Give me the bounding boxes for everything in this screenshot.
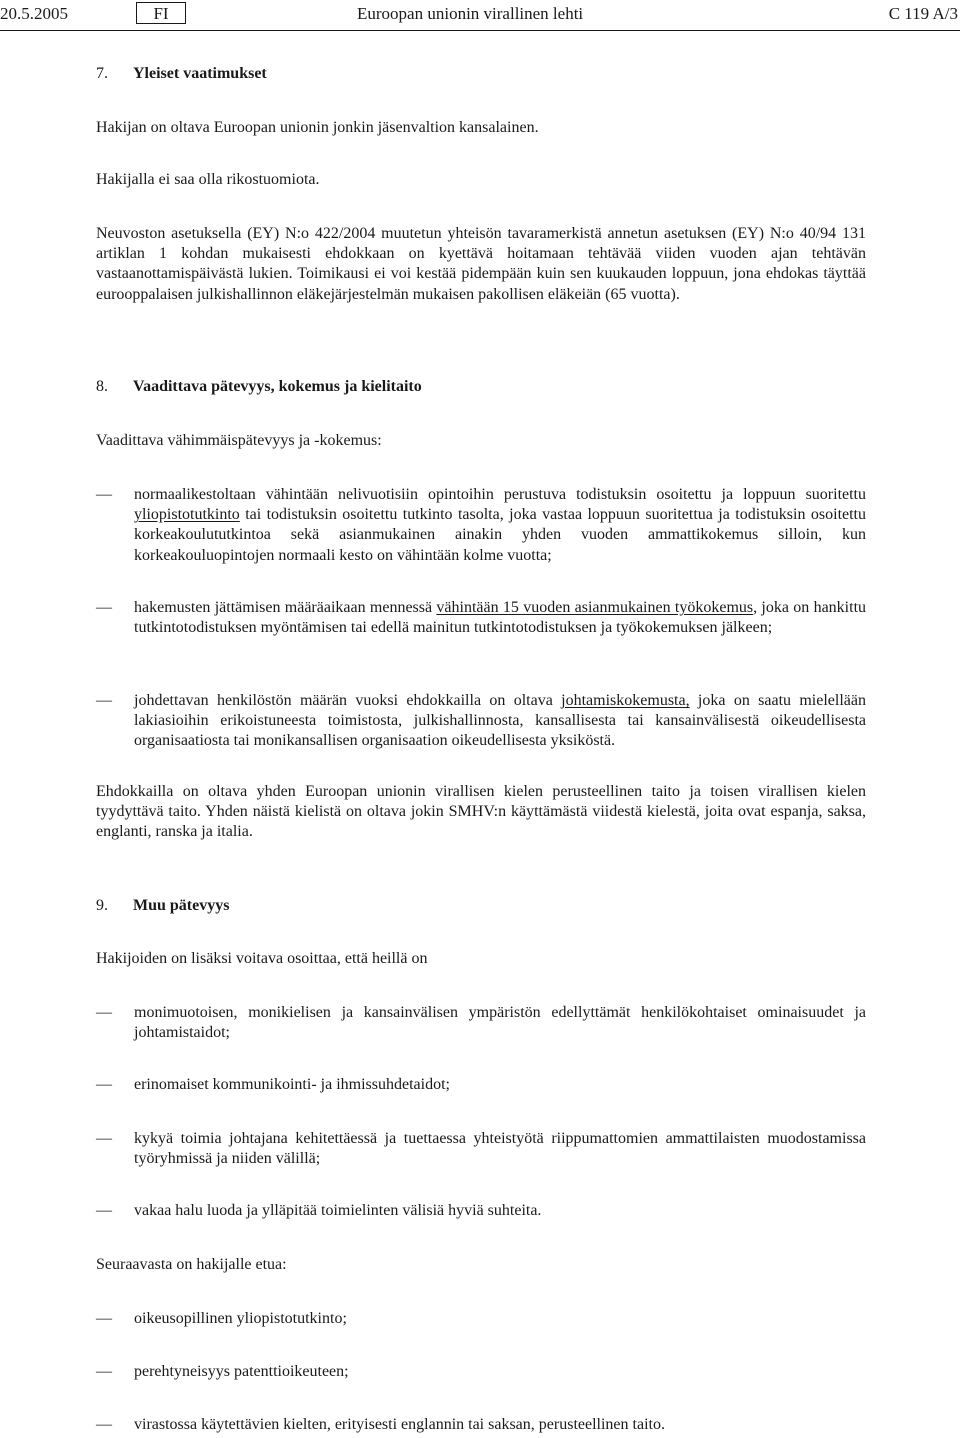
list-item-text <box>134 598 866 638</box>
section-8-heading <box>96 377 866 397</box>
list-item-text: vakaa halu luoda ja ylläpitää toimielinten välisiä hyviä suhteita. <box>134 1202 542 1219</box>
list-item <box>96 1075 866 1095</box>
section-8-title: Vaadittava pätevyys, kokemus ja kielitaito <box>133 378 422 395</box>
header-page-ref: C 119 A/3 <box>888 4 958 23</box>
underlined-term: vähintään 15 vuoden asianmukainen työkokemus <box>436 599 754 616</box>
list-dash: — <box>96 1363 112 1380</box>
requirement-item-management <box>96 691 866 752</box>
text-run: joka on saatu mielellään lakiasioihin erikoistuneesta toimistosta, julkishallinnosta, kansallisesta tai kansainvälisestä oikeudellisesta organisaatiosta tai monikansallisen organisaation oikeudellisesta yksiköstä. <box>134 692 866 750</box>
section-7-paragraph-2: Hakijalla ei saa olla rikostuomiota. <box>96 171 320 188</box>
page-header <box>0 4 960 28</box>
list-item-text: virastossa käytettävien kielten, erityisesti englannin tai saksan, perusteellinen taito. <box>134 1416 665 1433</box>
section-9-number: 9. <box>96 897 108 914</box>
list-dash: — <box>96 1130 112 1147</box>
list-item-text: monimuotoisen, monikielisen ja kansainvälisen ympäristön edellyttämät henkilökohtaiset ominaisuudet ja johtamistaidot; <box>134 1004 866 1042</box>
requirement-item-experience <box>96 598 866 638</box>
text-run: johdettavan henkilöstön määrän vuoksi ehdokkailla on oltava <box>134 692 562 709</box>
underlined-term: johtamiskokemusta, <box>561 692 690 709</box>
section-9-intro-2: Seuraavasta on hakijalle etua: <box>96 1256 287 1273</box>
header-language-box: FI <box>136 2 186 24</box>
text-run: , joka on hankittu tutkintotodistuksen myöntämisen tai edellä mainitun tutkintotodistuksen ja työkokemuksen jälkeen; <box>134 599 867 637</box>
section-9-intro: Hakijoiden on lisäksi voitava osoittaa, että heillä on <box>96 950 428 967</box>
section-9-heading <box>96 896 866 916</box>
section-8-language-paragraph: Ehdokkailla on oltava yhden Euroopan unionin virallisen kielen perusteellinen taito ja toisen virallisen kielen tyydyttävä taito. Yhden näistä kielistä on oltava jokin SMHV:n käyttämästä viidestä kielestä, joita ovat espanja, saksa, englanti, ranska ja italia. <box>96 783 866 841</box>
section-8-number: 8. <box>96 378 108 395</box>
section-7-paragraph-3: Neuvoston asetuksella (EY) N:o 422/2004 muutetun yhteisön tavaramerkistä annetun asetuksen (EY) N:o 40/94 131 artiklan 1 kohdan mukaisesti ehdokkaan on kyettävä hoitamaan tehtävää viiden vuoden ajan tehtävän vastaanottamispäivästä lukien. Toimikausi ei voi kestää pidempään kuin sen kuukauden loppuun, jona ehdokas täyttää eurooppalaisen julkishallinnon eläkejärjestelmän mukaisen pakollisen eläkeiän (65 vuotta). <box>96 225 866 303</box>
header-journal-title: Euroopan unionin virallinen lehti <box>357 4 584 23</box>
section-9-title: Muu pätevyys <box>133 897 230 914</box>
requirement-item-degree <box>96 485 866 566</box>
list-item <box>96 1309 866 1329</box>
list-item <box>96 1129 866 1169</box>
list-dash: — <box>96 692 112 709</box>
list-item-text: oikeusopillinen yliopistotutkinto; <box>134 1310 347 1327</box>
list-dash: — <box>96 1004 112 1021</box>
list-item <box>96 1415 866 1435</box>
list-item-text <box>134 485 866 566</box>
list-dash: — <box>96 1076 112 1093</box>
section-7-paragraph-1: Hakijan on oltava Euroopan unionin jonkin jäsenvaltion kansalainen. <box>96 119 539 136</box>
section-7-title: Yleiset vaatimukset <box>133 65 267 82</box>
list-item-text: erinomaiset kommunikointi- ja ihmissuhdetaidot; <box>134 1076 450 1093</box>
list-item-text: kykyä toimia johtajana kehitettäessä ja tuettaessa yhteistyötä riippumattomien ammattilaisten muodostamissa työryhmissä ja niiden välillä; <box>134 1130 866 1168</box>
list-item-text <box>134 691 866 752</box>
header-rule <box>0 30 960 31</box>
underlined-term: yliopistotutkinto <box>134 506 240 524</box>
list-item <box>96 1201 866 1221</box>
list-item <box>96 1003 866 1043</box>
text-run: tai todistuksin osoitettu tutkinto tasolta, joka vastaa loppuun suoritettua ja todistuksin osoitettu korkeakoulututkintoa sekä asianmukainen ainakin yhden vuoden ammattikokemus silloin, kun korkeakouluopintojen normaali kesto on vähintään kolme vuotta; <box>134 506 866 564</box>
text-run: normaalikestoltaan vähintään nelivuotisiin opintoihin perustuva todistuksin osoitettu ja loppuun suoritettu <box>134 486 866 503</box>
list-item-text: perehtyneisyys patenttioikeuteen; <box>134 1363 349 1380</box>
list-dash: — <box>96 486 112 503</box>
section-8-intro: Vaadittava vähimmäispätevyys ja -kokemus: <box>96 432 382 449</box>
list-dash: — <box>96 1202 112 1219</box>
list-item <box>96 1362 866 1382</box>
list-dash: — <box>96 599 112 616</box>
section-7-heading <box>96 64 866 84</box>
list-dash: — <box>96 1310 112 1327</box>
header-date: 20.5.2005 <box>0 4 68 23</box>
list-dash: — <box>96 1416 112 1433</box>
section-7-number: 7. <box>96 65 108 82</box>
text-run: hakemusten jättämisen määräaikaan mennessä <box>134 599 437 616</box>
